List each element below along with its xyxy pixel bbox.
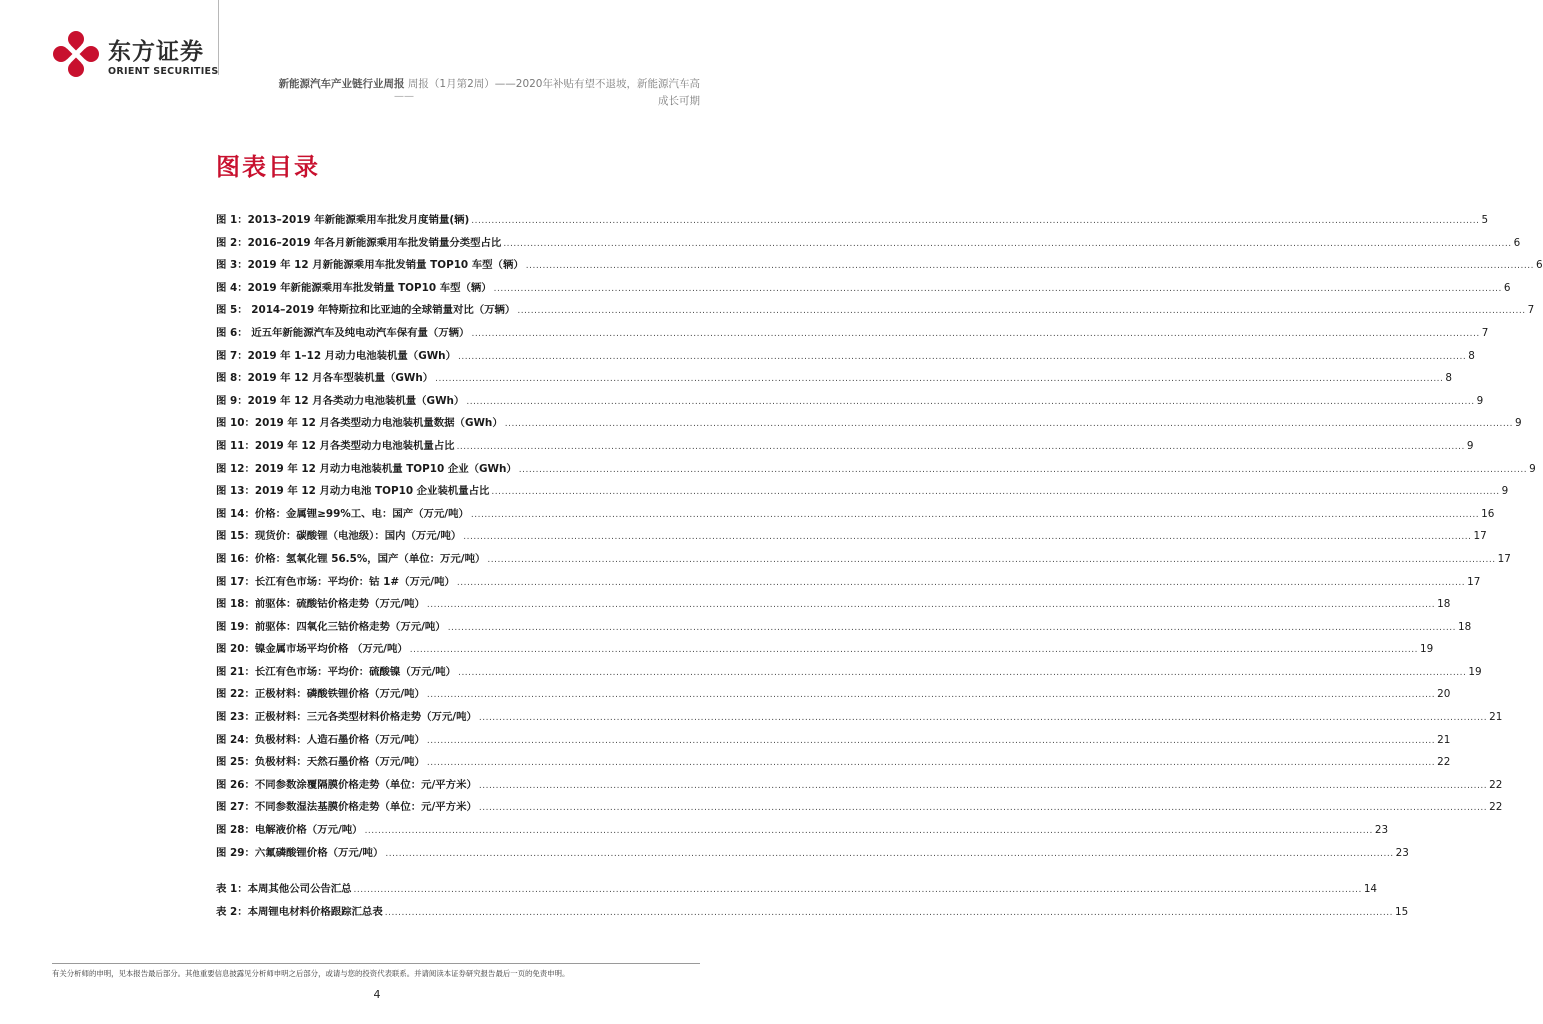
figure-entry-page: 9 — [1476, 394, 1484, 407]
dot-leader: ............................................................................................................................................................................................................................................................................................................ — [478, 803, 1488, 814]
figure-entry[interactable] — [216, 482, 1509, 505]
figure-entry-page: 23 — [1374, 824, 1389, 837]
figure-entry[interactable] — [216, 414, 1522, 437]
figure-entry-page: 18 — [1437, 598, 1451, 611]
figure-entry-page: 20 — [1437, 688, 1451, 701]
dot-leader: ............................................................................................................................................................................................................................................................................................................ — [456, 577, 1466, 588]
figure-entry[interactable] — [216, 392, 1484, 415]
figure-entry-page: 8 — [1468, 349, 1475, 362]
figure-entry[interactable] — [216, 211, 1489, 234]
dot-leader: ............................................................................................................................................................................................................................................................................................................ — [463, 532, 1472, 543]
figure-entry[interactable] — [216, 753, 1451, 776]
footer-divider — [52, 963, 700, 964]
figure-entry[interactable] — [216, 663, 1482, 686]
figure-entry-label: 图 23：正极材料：三元各类型材料价格走势（万元/吨） — [216, 711, 477, 724]
figure-entry-page: 7 — [1481, 326, 1489, 339]
figure-entry-label: 图 28：电解液价格（万元/吨） — [216, 824, 363, 837]
figure-entry[interactable] — [216, 685, 1451, 708]
dot-leader: ............................................................................................................................................................................................................................................................................................................ — [456, 441, 1465, 452]
header-dash: —— — [394, 91, 414, 102]
figure-entry[interactable] — [216, 234, 1521, 257]
figure-entry-label: 图 12：2019 年 12 月动力电池装机量 TOP10 企业（GWh） — [216, 462, 517, 475]
figure-entry[interactable] — [216, 437, 1474, 460]
figure-entry-label: 图 8：2019 年 12 月各车型装机量（GWh） — [216, 372, 434, 385]
header-divider — [218, 0, 219, 75]
figure-entry[interactable] — [216, 595, 1451, 618]
figure-entry[interactable] — [216, 821, 1389, 844]
figure-entry[interactable] — [216, 369, 1453, 392]
figure-entry-label: 图 11：2019 年 12 月各类型动力电池装机量占比 — [216, 439, 455, 452]
figure-entry-label: 图 17：长江有色市场：平均价：钴 1#（万元/吨） — [216, 575, 455, 588]
dot-leader: ............................................................................................................................................................................................................................................................................................................ — [426, 600, 1436, 611]
figure-list — [216, 211, 1543, 866]
figure-entry-label: 图 9：2019 年 12 月各类动力电池装机量（GWh） — [216, 394, 465, 407]
report-subtitle: 周报（1月第2周）——2020年补贴有望不退坡，新能源汽车高 — [407, 78, 700, 90]
figure-entry[interactable] — [216, 708, 1503, 731]
figure-entry-label: 图 13：2019 年 12 月动力电池 TOP10 企业装机量占比 — [216, 485, 490, 498]
figure-entry-page: 19 — [1420, 643, 1434, 656]
figure-entry-label: 图 21：长江有色市场：平均价：硫酸镍（万元/吨） — [216, 665, 457, 678]
figure-entry[interactable] — [216, 505, 1495, 528]
dot-leader: ............................................................................................................................................................................................................................................................................................................ — [503, 238, 1512, 249]
figure-entry-label: 图 1：2013–2019 年新能源乘用车批发月度销量(辆) — [216, 214, 470, 226]
dot-leader: ............................................................................................................................................................................................................................................................................................................ — [447, 622, 1456, 633]
figure-entry-page: 6 — [1503, 281, 1511, 294]
figure-entry-page: 23 — [1395, 846, 1409, 859]
figure-entry-label: 图 25：负极材料：天然石墨价格（万元/吨） — [216, 756, 425, 769]
figure-entry[interactable] — [216, 550, 1511, 573]
dot-leader: ............................................................................................................................................................................................................................................................................................................ — [518, 464, 1528, 475]
figure-entry-page: 21 — [1489, 711, 1503, 724]
figure-entry[interactable] — [216, 731, 1451, 754]
dot-leader: ............................................................................................................................................................................................................................................................................................................ — [384, 907, 1393, 918]
figure-entry-label: 图 27：不同参数湿法基膜价格走势（单位：元/平方米） — [216, 801, 477, 814]
logo-name-cn: 东方证券 — [108, 39, 204, 65]
dot-leader: ............................................................................................................................................................................................................................................................................................................ — [517, 306, 1526, 317]
figure-entry-label: 图 19：前驱体：四氧化三钴价格走势（万元/吨） — [216, 620, 446, 633]
figure-entry[interactable] — [216, 844, 1409, 867]
figure-entry-page: 6 — [1536, 259, 1543, 272]
figure-entry-page: 9 — [1529, 462, 1536, 475]
dot-leader: ............................................................................................................................................................................................................................................................................................................ — [466, 396, 1475, 407]
figure-entry-page: 17 — [1473, 530, 1487, 543]
dot-leader: ............................................................................................................................................................................................................................................................................................................ — [426, 690, 1436, 701]
figure-entry-page: 18 — [1457, 620, 1472, 633]
figure-entry-page: 22 — [1437, 756, 1451, 769]
figure-entry-page: 8 — [1445, 372, 1453, 385]
logo-name-en: ORIENT SECURITIES — [108, 66, 219, 77]
figure-entry-label: 图 20：镍金属市场平均价格 （万元/吨） — [216, 643, 408, 656]
table-entry[interactable] — [216, 880, 1378, 903]
table-entry-page: 14 — [1363, 883, 1378, 895]
figure-entry[interactable] — [216, 347, 1475, 370]
figure-entry-page: 21 — [1437, 733, 1451, 746]
figure-entry-label: 图 15：现货价：碳酸锂（电池级）：国内（万元/吨） — [216, 530, 462, 543]
dot-leader: ............................................................................................................................................................................................................................................................................................................ — [426, 758, 1436, 769]
figure-entry-page: 17 — [1497, 552, 1511, 565]
figure-entry[interactable] — [216, 460, 1536, 483]
figure-entry-label: 图 7：2019 年 1–12 月动力电池装机量（GWh） — [216, 349, 456, 362]
dot-leader: ............................................................................................................................................................................................................................................................................................................ — [487, 554, 1496, 565]
figure-entry-page: 6 — [1513, 236, 1521, 249]
page-number: 4 — [373, 988, 381, 1001]
figure-entry[interactable] — [216, 279, 1511, 302]
figure-entry-page: 22 — [1489, 778, 1503, 791]
figure-entry[interactable] — [216, 573, 1481, 596]
figure-entry-page: 5 — [1481, 214, 1489, 226]
table-entry-page: 15 — [1394, 905, 1409, 918]
figure-entry-label: 图 16：价格：氢氧化锂 56.5%，国产（单位：万元/吨） — [216, 552, 486, 565]
figure-entry[interactable] — [216, 256, 1543, 279]
report-name: 新能源汽车产业链行业周报 — [278, 78, 405, 90]
table-entry-label: 表 1：本周其他公司公告汇总 — [216, 883, 352, 895]
figure-entry[interactable] — [216, 776, 1503, 799]
figure-entry-label: 图 5： 2014–2019 年特斯拉和比亚迪的全球销量对比（万辆） — [216, 304, 516, 317]
figure-entry[interactable] — [216, 618, 1472, 641]
dot-leader: ............................................................................................................................................................................................................................................................................................................ — [458, 667, 1467, 678]
dot-leader: ............................................................................................................................................................................................................................................................................................................ — [426, 735, 1436, 746]
figure-entry-label: 图 26：不同参数涂覆隔膜价格走势（单位：元/平方米） — [216, 778, 477, 791]
figure-entry-label: 图 14：价格：金属锂≥99%工、电：国产（万元/吨） — [216, 507, 469, 520]
figure-entry-page: 17 — [1467, 575, 1481, 588]
table-entry-label: 表 2：本周锂电材料价格跟踪汇总表 — [216, 905, 383, 918]
footer-disclaimer: 有关分析师的申明，见本报告最后部分。其他重要信息披露见分析师申明之后部分，或请与您的投资代表联系。并请阅读本证券研究报告最后一页的免责申明。 — [52, 969, 570, 978]
dot-leader: ............................................................................................................................................................................................................................................................................................................ — [353, 885, 1362, 895]
figure-entry-page: 9 — [1501, 485, 1509, 498]
figure-entry[interactable] — [216, 527, 1487, 550]
figure-entry-label: 图 22：正极材料：磷酸铁锂价格（万元/吨） — [216, 688, 425, 701]
figure-entry-page: 16 — [1481, 507, 1495, 520]
figure-entry[interactable] — [216, 640, 1434, 663]
table-entry[interactable] — [216, 903, 1409, 926]
figure-entry-label: 图 2：2016–2019 年各月新能源乘用车批发销量分类型占比 — [216, 236, 502, 249]
dot-leader: ............................................................................................................................................................................................................................................................................................................ — [478, 713, 1488, 724]
figure-entry-page: 22 — [1489, 801, 1503, 814]
header-line-1 — [260, 76, 700, 91]
dot-leader: ............................................................................................................................................................................................................................................................................................................ — [493, 283, 1502, 294]
figure-entry-label: 图 3：2019 年 12 月新能源乘用车批发销量 TOP10 车型（辆） — [216, 259, 524, 272]
dot-leader: ............................................................................................................................................................................................................................................................................................................ — [478, 780, 1488, 791]
dot-leader: ............................................................................................................................................................................................................................................................................................................ — [471, 216, 1480, 226]
dot-leader: ............................................................................................................................................................................................................................................................................................................ — [471, 328, 1480, 339]
dot-leader: ............................................................................................................................................................................................................................................................................................................ — [525, 261, 1534, 272]
figure-entry[interactable] — [216, 324, 1489, 347]
figure-entry-label: 图 4：2019 年新能源乘用车批发销量 TOP10 车型（辆） — [216, 281, 492, 294]
dot-leader: ............................................................................................................................................................................................................................................................................................................ — [409, 645, 1419, 656]
orient-securities-logo-icon — [52, 30, 100, 78]
figure-entry-page: 9 — [1466, 439, 1474, 452]
figure-entry-page: 9 — [1515, 417, 1522, 430]
figure-entry-label: 图 18：前驱体：硫酸钴价格走势（万元/吨） — [216, 598, 425, 611]
dot-leader: ............................................................................................................................................................................................................................................................................................................ — [470, 509, 1480, 520]
figure-entry-label: 图 29：六氟磷酸锂价格（万元/吨） — [216, 846, 384, 859]
dot-leader: ............................................................................................................................................................................................................................................................................................................ — [491, 487, 1500, 498]
figure-entry[interactable] — [216, 798, 1503, 821]
dot-leader: ............................................................................................................................................................................................................................................................................................................ — [385, 848, 1394, 859]
dot-leader: ............................................................................................................................................................................................................................................................................................................ — [457, 351, 1467, 362]
figure-entry-label: 图 6： 近五年新能源汽车及纯电动汽车保有量（万辆） — [216, 326, 470, 339]
figure-entry-page: 19 — [1468, 665, 1482, 678]
figure-entry-label: 图 24：负极材料：人造石墨价格（万元/吨） — [216, 733, 425, 746]
figure-entry-label: 图 10：2019 年 12 月各类型动力电池装机量数据（GWh） — [216, 417, 503, 430]
table-list — [216, 880, 1409, 925]
dot-leader: ............................................................................................................................................................................................................................................................................................................ — [435, 374, 1444, 385]
page-title: 图表目录 — [216, 153, 320, 181]
dot-leader: ............................................................................................................................................................................................................................................................................................................ — [364, 826, 1373, 837]
figure-entry-page: 7 — [1527, 304, 1535, 317]
dot-leader: ............................................................................................................................................................................................................................................................................................................ — [504, 419, 1513, 430]
header-line-2: 成长可期 — [658, 95, 700, 107]
figure-entry[interactable] — [216, 301, 1535, 324]
company-logo — [52, 30, 219, 82]
